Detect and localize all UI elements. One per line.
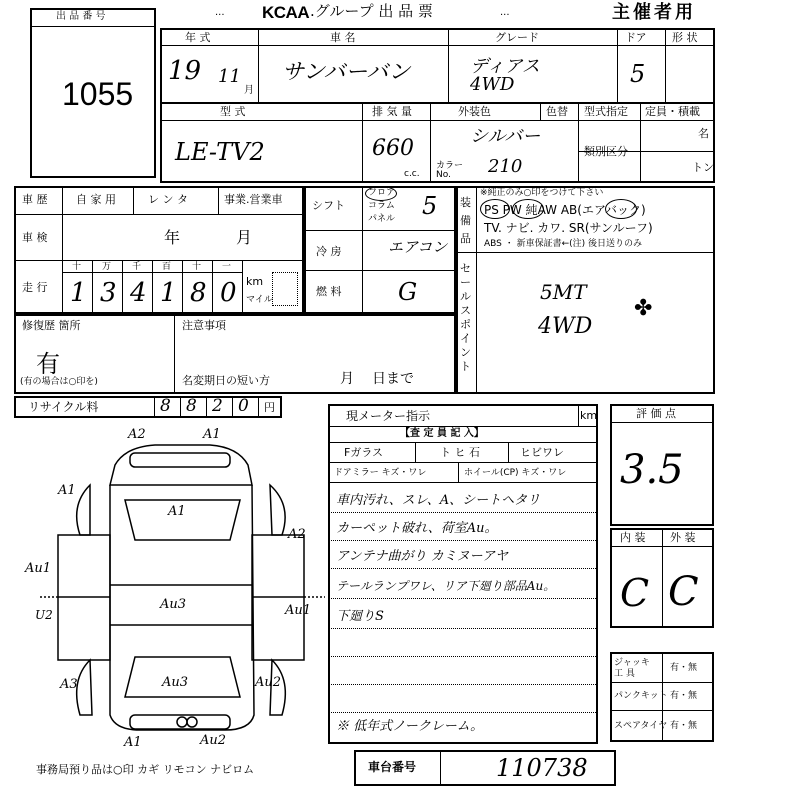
- chassis-value: 110738: [496, 754, 588, 782]
- ab-circle: [605, 199, 637, 219]
- color-change-label: 色替: [546, 105, 568, 118]
- displacement-value: 660: [372, 136, 414, 161]
- sales-point-text1: 5MT: [540, 280, 587, 304]
- odometer-digit-5: 0: [220, 278, 237, 308]
- history-private: 自 家 用: [76, 193, 116, 206]
- cc-unit: c.c.: [404, 169, 420, 179]
- header-dots-right: ...: [500, 7, 510, 18]
- grade-value: ディアス 4WD: [470, 56, 540, 95]
- reg-month-unit: 月: [340, 371, 354, 387]
- header-dots-left: ...: [215, 7, 225, 18]
- recycle-unit: 円: [264, 401, 275, 414]
- inspection-note-0: 車内汚れ、スレ、A、シートヘタリ: [336, 493, 541, 508]
- odometer-digit-3: 1: [160, 278, 177, 308]
- digit-label-5: 一: [222, 262, 232, 272]
- equipment-line2: TV. ナビ. カワ. SR(サンルーフ): [484, 221, 653, 235]
- month-unit: 月: [244, 85, 254, 96]
- ac-label: 冷 房: [316, 245, 342, 258]
- car-name-value: サンバーバン: [282, 60, 411, 85]
- equipment-label: 装備品: [460, 196, 471, 245]
- grade-label: グレード: [495, 31, 539, 44]
- color-label: 外装色: [458, 105, 491, 118]
- dmg-mark-7: Au3: [160, 597, 187, 612]
- dmg-mark-3: A1: [168, 504, 186, 519]
- sales-point-label: セールスポイント: [460, 262, 471, 373]
- office-note: 事務局預り品は○印 カギ リモコン ナビロム: [36, 763, 255, 776]
- glass-options: ト ヒ 石: [440, 446, 480, 459]
- caution-label: 注意事項: [182, 319, 226, 332]
- dmg-mark-12: A1: [124, 735, 142, 750]
- dmg-mark-10: Au3: [162, 675, 189, 690]
- interior-label: 内 装: [620, 531, 646, 544]
- recycle-digit-1: 8: [186, 396, 197, 416]
- model-label: 型 式: [220, 105, 246, 118]
- shape-label: 形 状: [672, 31, 698, 44]
- form-title: .グループ 出 品 票: [310, 2, 433, 20]
- digit-label-1: 万: [102, 262, 112, 272]
- year-value: 19: [168, 56, 202, 86]
- car-diagram: [30, 425, 340, 755]
- repair-note: (有の場合は○印を): [20, 377, 98, 387]
- chassis-label: 車台番号: [368, 760, 417, 774]
- exterior-label: 外 装: [670, 531, 696, 544]
- pw-circle: [512, 199, 544, 219]
- score-value: 3.5: [620, 447, 684, 493]
- capacity-label: 定員・積載: [645, 105, 700, 118]
- mile-unit: マイル: [246, 295, 273, 305]
- inspection-note-4: 下廻りS: [336, 609, 384, 624]
- displacement-label: 排 気 量: [372, 105, 412, 118]
- recycle-digit-2: 2: [212, 396, 223, 416]
- class-label: 類別区分: [584, 145, 628, 158]
- sales-point-mark: ✤: [634, 296, 653, 321]
- odometer-digit-2: 4: [130, 278, 147, 308]
- dmg-mark-6: U2: [35, 608, 53, 622]
- dmg-mark-5: Au1: [25, 561, 52, 576]
- score-label: 評 価 点: [636, 407, 676, 420]
- odometer-digit-0: 1: [70, 278, 87, 308]
- ac-value: エアコン: [388, 238, 448, 256]
- jack-yesno[interactable]: 有・無: [670, 663, 698, 673]
- shift-opt-column: コラム: [368, 201, 395, 211]
- interior-grade: C: [620, 571, 650, 615]
- dmg-mark-13: Au2: [200, 733, 227, 748]
- inspector-header: 【査 定 員 記 入】: [400, 428, 484, 439]
- repair-label: 修復歴 箇所: [22, 319, 81, 332]
- wheel-label: ホイール(CP) キズ・ワレ: [464, 468, 567, 478]
- dmg-mark-2: A1: [58, 483, 76, 498]
- inspection-month-unit: 月: [236, 228, 253, 247]
- recycle-digit-3: 0: [238, 396, 249, 416]
- equipment-note: ※純正のみ○印をつけて下さい: [480, 188, 604, 198]
- persons-unit: 名: [698, 127, 709, 140]
- shift-value: 5: [422, 192, 438, 220]
- shift-floor-circle: [365, 186, 397, 201]
- meter-label: 現メーター指示: [346, 409, 431, 423]
- recycle-label: リサイクル料: [28, 400, 99, 414]
- fuel-label: 燃 料: [316, 285, 342, 298]
- recycle-digit-0: 8: [160, 396, 171, 416]
- fuel-value: G: [398, 278, 418, 306]
- doors-value: 5: [630, 60, 646, 88]
- digit-label-4: 十: [192, 262, 202, 272]
- odometer-digit-4: 8: [190, 278, 207, 308]
- role-label: 主催者用: [612, 2, 696, 23]
- color-value: シルバー: [470, 126, 541, 147]
- exterior-grade: C: [668, 569, 699, 615]
- shift-opt-panel: パネル: [368, 214, 396, 224]
- mile-checkbox[interactable]: [272, 272, 298, 306]
- shift-label: シフト: [312, 199, 345, 212]
- car-name-label: 車 名: [330, 31, 356, 44]
- mirror-label: ドアミラー キズ・ワレ: [334, 468, 427, 478]
- spare-label: スペアタイヤ: [614, 721, 668, 731]
- digit-label-0: 十: [72, 262, 82, 272]
- dmg-mark-0: A2: [128, 427, 146, 442]
- year-label: 年 式: [185, 31, 211, 44]
- month-value: 11: [218, 66, 241, 87]
- lot-label: 出 品 番 号: [56, 11, 106, 22]
- crack-label: ヒビワレ: [520, 446, 564, 459]
- ton-unit: トン: [692, 161, 714, 174]
- doors-label: ドア: [625, 31, 647, 44]
- dmg-mark-8: Au1: [285, 603, 312, 618]
- puncture-label: パンクキット: [614, 691, 668, 701]
- dmg-mark-4: A2: [288, 527, 306, 542]
- inspection-label: 車 検: [22, 231, 48, 244]
- color-no-label: カラー No.: [436, 161, 464, 180]
- color-no-value: 210: [488, 156, 523, 177]
- ps-circle: [480, 199, 510, 219]
- jack-label: ジャッキ 工 具: [614, 658, 650, 679]
- inspection-note-2: アンテナ曲がり カミヌーアヤ: [336, 549, 508, 564]
- puncture-yesno[interactable]: 有・無: [670, 691, 698, 701]
- brand-logo: KCAA: [262, 3, 310, 22]
- history-label: 車 歴: [22, 193, 48, 206]
- spare-yesno[interactable]: 有・無: [670, 721, 698, 731]
- spec-label: 型式指定: [584, 105, 628, 118]
- odometer-digit-1: 3: [100, 278, 117, 308]
- inspection-footer-note: ※ 低年式ノークレーム。: [336, 719, 484, 734]
- history-rental: レ ン タ: [148, 193, 188, 206]
- equipment-line3: ABS ・ 新車保証書←(注) 後日送りのみ: [484, 239, 643, 249]
- reg-day-unit: 日まで: [372, 371, 414, 387]
- digit-label-3: 百: [162, 262, 172, 272]
- lot-number: 1055: [62, 76, 134, 112]
- km-unit: km: [246, 275, 264, 288]
- inspection-note-1: カーペット破れ、荷室Au。: [336, 521, 498, 536]
- dmg-mark-11: Au2: [255, 675, 282, 690]
- history-business: 事業.営業車: [224, 193, 283, 206]
- equipment-line1: PS PW 純AW AB(エアバック): [484, 203, 646, 217]
- digit-label-2: 千: [132, 262, 142, 272]
- glass-label: Fガラス: [344, 446, 383, 459]
- reg-label: 名変期日の短い方: [182, 374, 270, 387]
- shift-opt-floor: フロア: [368, 188, 396, 198]
- mileage-label: 走 行: [22, 281, 48, 294]
- dmg-mark-9: A3: [60, 677, 78, 692]
- model-code-value: LE-TV2: [175, 138, 265, 166]
- inspection-year-unit: 年: [164, 228, 181, 247]
- repair-value: 有: [36, 350, 60, 378]
- sales-point-text2: 4WD: [538, 314, 593, 339]
- dmg-mark-1: A1: [203, 427, 221, 442]
- meter-km-unit: km: [580, 409, 598, 422]
- inspection-note-3: テールランプワレ、リア下廻り部品Au。: [336, 579, 556, 593]
